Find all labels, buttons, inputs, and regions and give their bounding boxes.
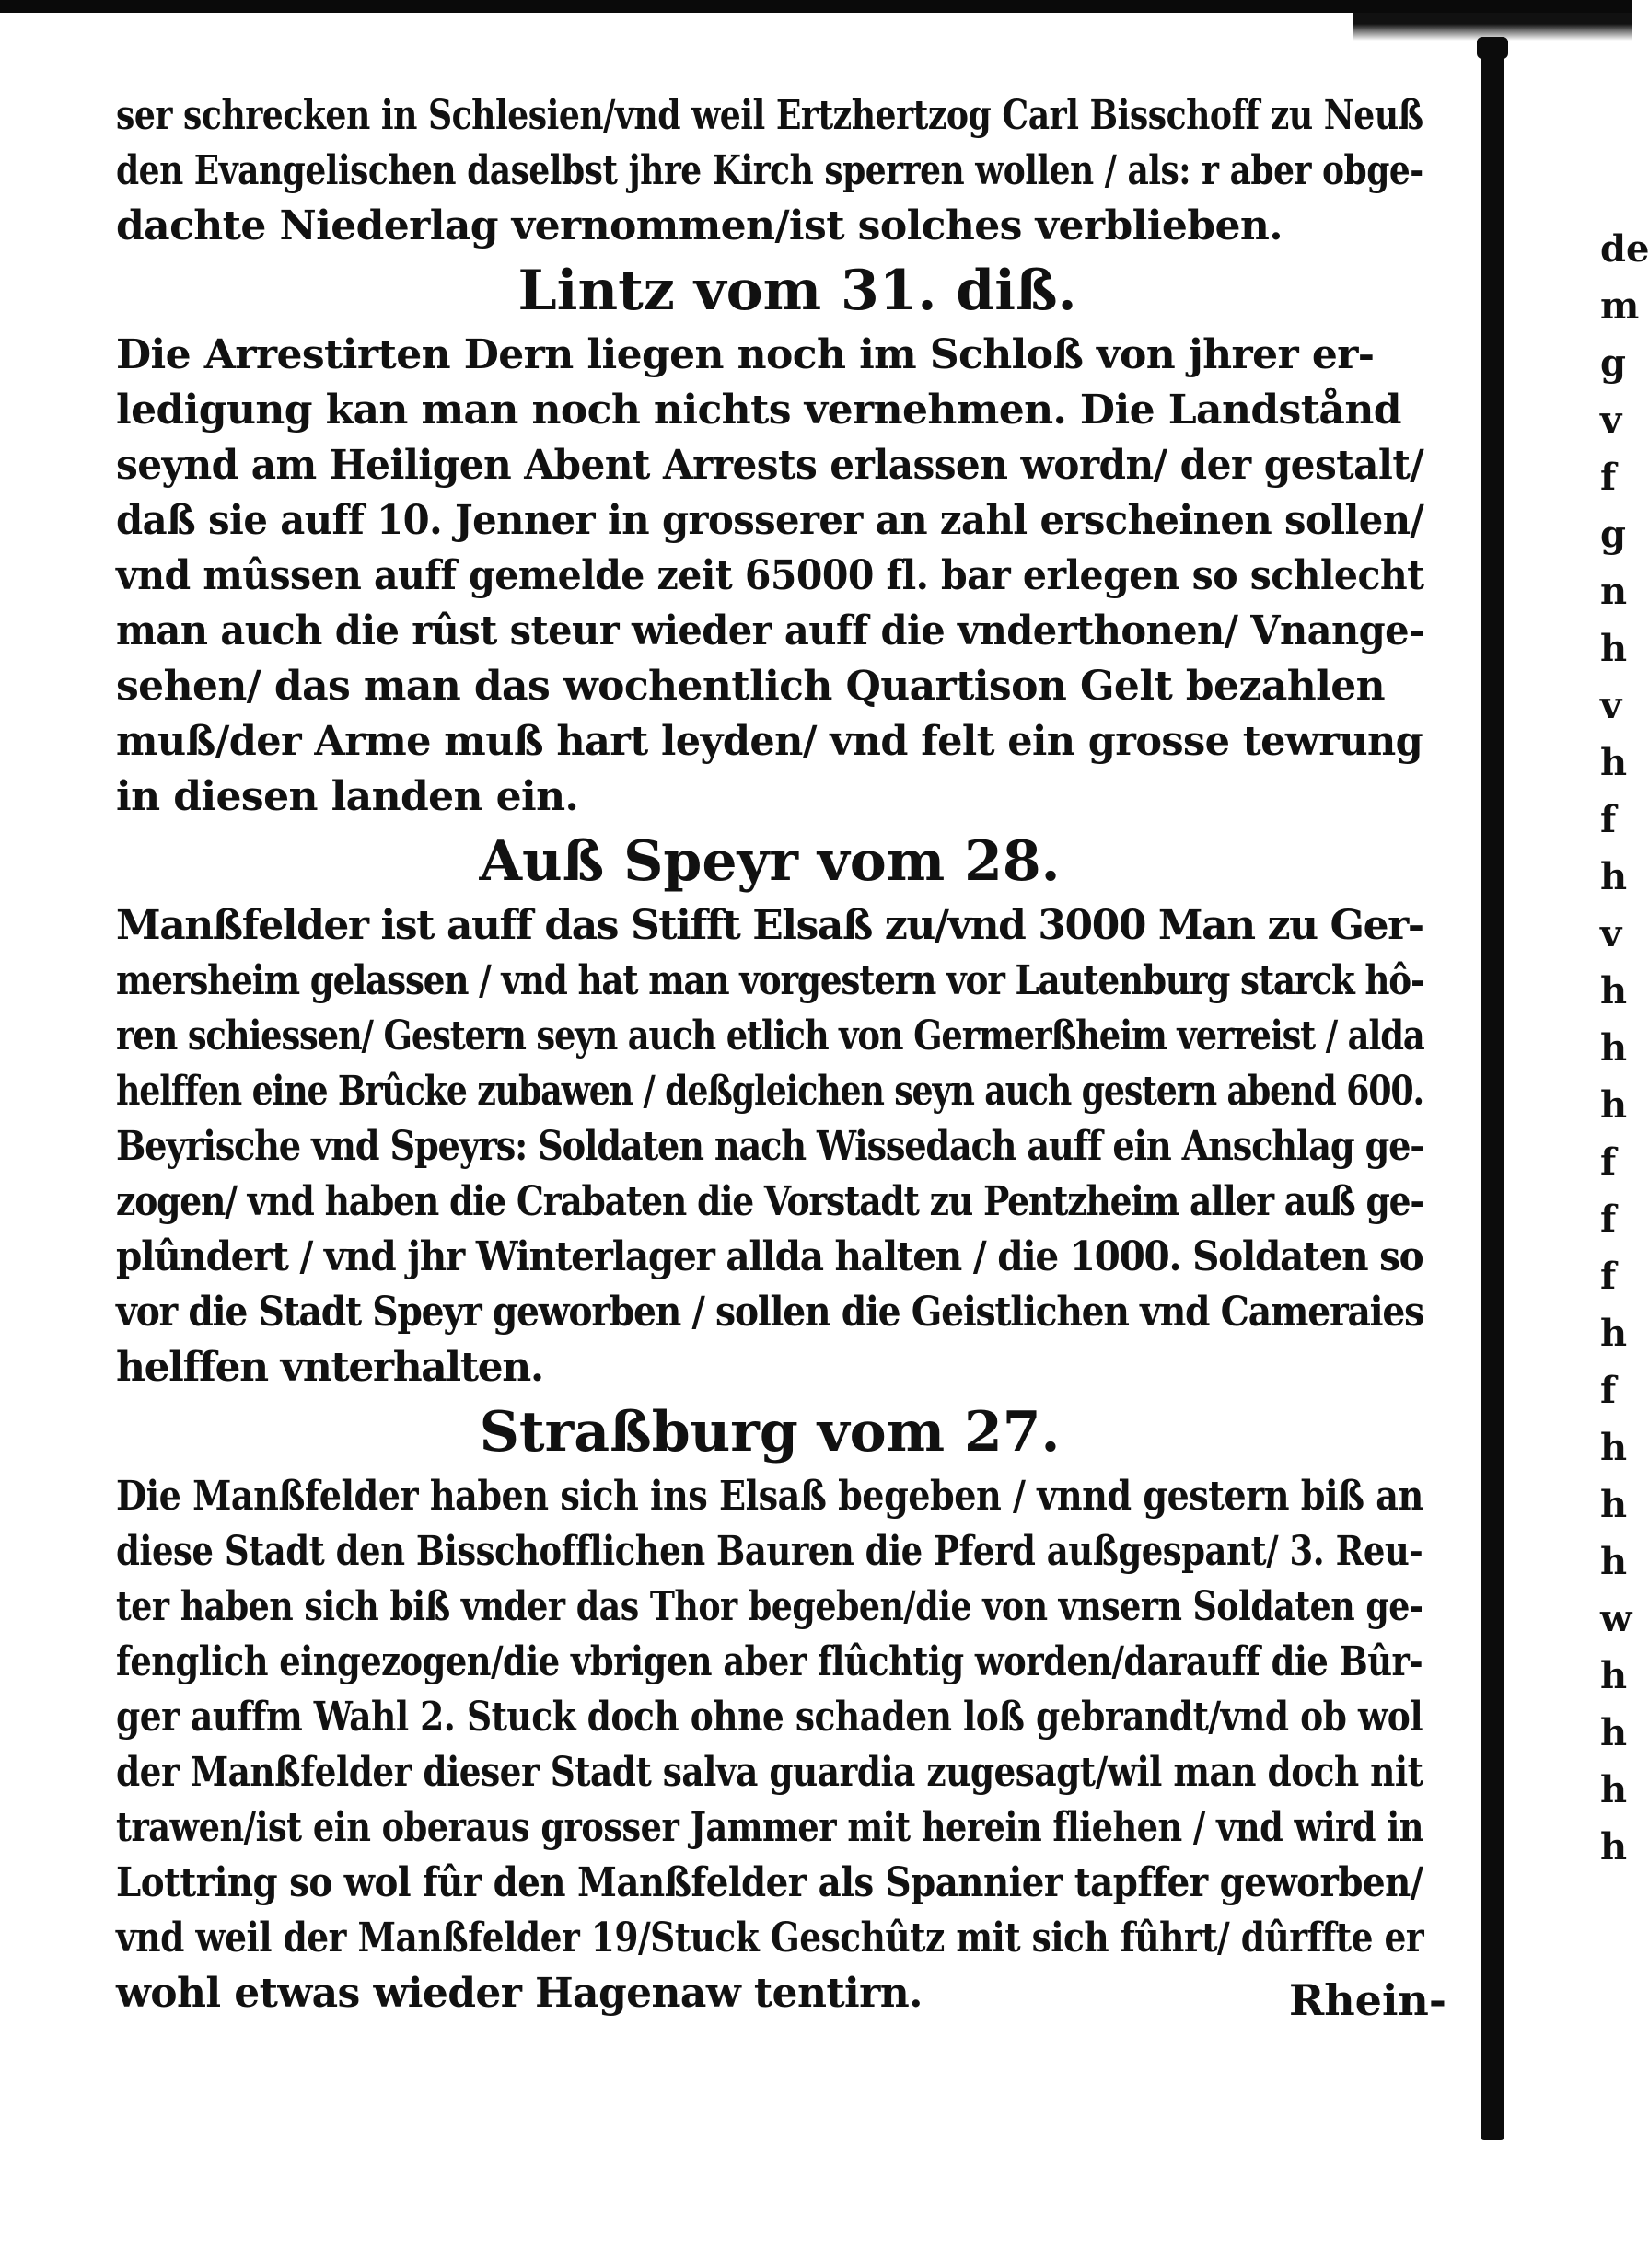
fragment-glyph: n [1600,570,1628,613]
text-line: ren schiessen/ Gestern seyn auch etlich von Germerßheim verreist / alda [116,1012,1424,1059]
fragment-glyph: g [1600,341,1626,385]
section-heading: Lintz vom 31. diß. [517,259,1077,323]
fragment-glyph: h [1600,855,1628,898]
page-spine [1481,51,1504,2140]
text-line: den Evangelischen daselbst jhre Kirch sperren wollen / als: r aber obge- [116,147,1423,194]
fragment-glyph: h [1600,1483,1628,1526]
news-section [116,254,1423,825]
text-line: plûndert / vnd jhr Winterlager allda halten / die 1000. Soldaten so [116,1233,1423,1280]
text-line: ledigung kan man noch nichts vernehmen. Die Landstånd [116,387,1401,434]
section-heading: Straßburg vom 27. [479,1400,1061,1464]
text-line: ter haben sich biß vnder das Thor begeben/die von vnsern Soldaten ge- [116,1583,1423,1630]
fragment-glyph: m [1600,284,1640,328]
text-line: diese Stadt den Bisschofflichen Bauren die Pferd außgespant/ 3. Reu- [116,1528,1423,1575]
fragment-glyph: f [1600,1369,1617,1412]
fragment-glyph: v [1600,684,1622,727]
text-line: ser schrecken in Schlesien/vnd weil Ertzhertzog Carl Bisschoff zu Neuß [116,92,1423,139]
fragment-glyph: h [1600,1540,1628,1583]
text-line: sehen/ das man das wochentlich Quartison Gelt bezahlen [116,663,1386,710]
fragment-glyph: f [1600,456,1617,499]
text-line: zogen/ vnd haben die Crabaten die Vorstadt zu Pentzheim aller auß ge- [116,1178,1423,1225]
text-line: fenglich eingezogen/die vbrigen aber flûchtig worden/darauff die Bûr- [116,1638,1423,1685]
fragment-glyph: h [1600,1825,1628,1869]
fragment-glyph: h [1600,627,1628,670]
fragment-glyph: h [1600,741,1628,784]
fragment-glyph: v [1600,399,1622,442]
text-line: Lottring so wol fûr den Manßfelder als Spannier tapffer geworben/ [116,1859,1423,1906]
section-heading: Auß Speyr vom 28. [479,829,1061,894]
text-line: vnd weil der Manßfelder 19/Stuck Geschûtz mit sich fûhrt/ dûrffte er [116,1915,1424,1961]
text-line: vnd mûssen auff gemelde zeit 65000 fl. bar erlegen so schlecht [116,552,1424,599]
text-line: ger auffm Wahl 2. Stuck doch ohne schaden loß gebrandt/vnd ob wol [116,1694,1423,1741]
fragment-glyph: g [1600,513,1626,556]
intro-paragraph [116,88,1423,254]
news-sections [116,254,1423,2021]
fragment-glyph: f [1600,1140,1617,1184]
news-section [116,1395,1423,2021]
fragment-glyph: h [1600,1711,1628,1754]
fragment-glyph: h [1600,1083,1628,1127]
text-line: helffen eine Brûcke zubawen / deßgleichen seyn auch gestern abend 600. [116,1068,1424,1115]
text-line: muß/der Arme muß hart leyden/ vnd felt ein grosse tewrung [116,718,1423,765]
scan-border-top [0,0,1632,13]
fragment-glyph: h [1600,1768,1628,1811]
fragment-glyph: de [1600,227,1649,271]
catchword: Rhein- [1289,1975,1446,2025]
text-line: Die Manßfelder haben sich ins Elsaß begeben / vnnd gestern biß an [116,1473,1423,1520]
fragment-glyph: f [1600,1255,1617,1298]
fragment-glyph: f [1600,1198,1617,1241]
fragment-glyph: h [1600,1654,1628,1697]
text-line: dachte Niederlag vernommen/ist solches verblieben. [116,202,1283,249]
text-line: vor die Stadt Speyr geworben / sollen die Geistlichen vnd Cameraies [116,1289,1423,1336]
text-line: Manßfelder ist auff das Stifft Elsaß zu/vnd 3000 Man zu Ger- [116,902,1423,949]
text-line: wohl etwas wieder Hagenaw tentirn. [116,1970,923,2017]
fragment-glyph: h [1600,969,1628,1012]
text-line: man auch die rûst steur wieder auff die vnderthonen/ Vnange- [116,608,1424,654]
text-line: Die Arrestirten Dern liegen noch im Schloß von jhrer er- [116,331,1375,378]
fragment-glyph: v [1600,912,1622,955]
adjacent-page-fragment [1600,221,1649,1970]
fragment-glyph: h [1600,1426,1628,1469]
text-line: Beyrische vnd Speyrs: Soldaten nach Wissedach auff ein Anschlag ge- [116,1123,1423,1170]
fragment-glyph: f [1600,798,1617,841]
text-line: daß sie auff 10. Jenner in grosserer an zahl erscheinen sollen/ [116,497,1424,544]
news-section [116,825,1423,1395]
text-line: mersheim gelassen / vnd hat man vorgestern vor Lautenburg starck hô- [116,957,1424,1004]
text-line: trawen/ist ein oberaus grosser Jammer mit herein fliehen / vnd wird in [116,1804,1423,1851]
text-line: seynd am Heiligen Abent Arrests erlassen wordn/ der gestalt/ [116,442,1424,489]
text-line: helffen vnterhalten. [116,1344,543,1391]
newspaper-page [116,88,1423,2021]
fragment-glyph: w [1600,1597,1632,1640]
text-line: der Manßfelder dieser Stadt salva guardia zugesagt/wil man doch nit [116,1749,1423,1796]
fragment-glyph: h [1600,1312,1628,1355]
text-line: in diesen landen ein. [116,773,579,820]
fragment-glyph: h [1600,1026,1628,1070]
